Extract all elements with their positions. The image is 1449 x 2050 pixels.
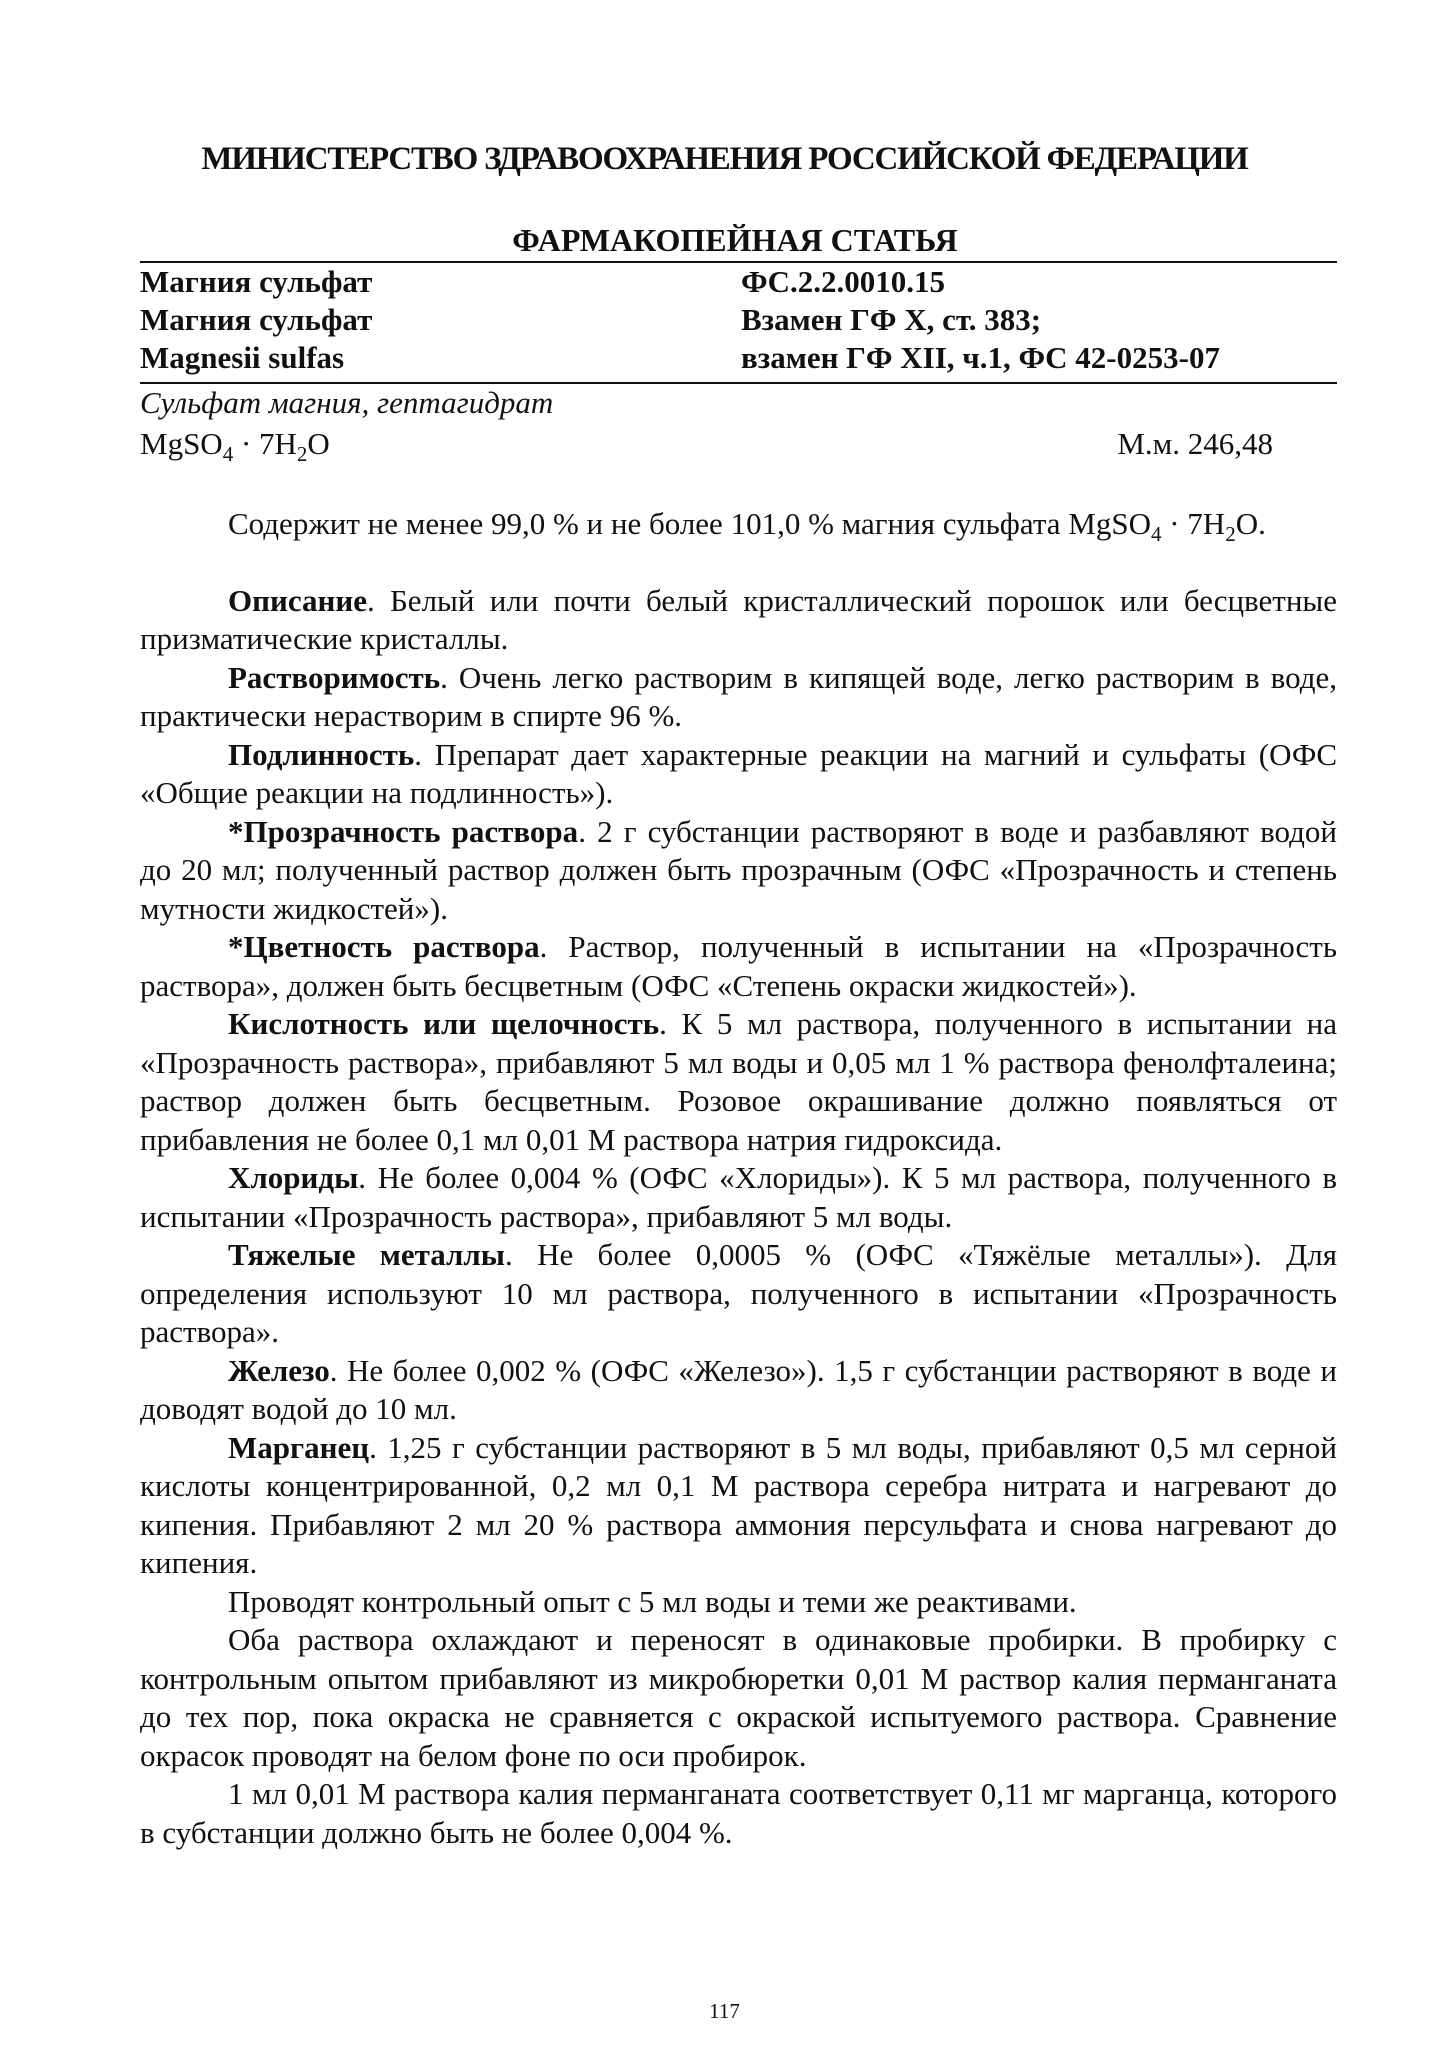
section-title: *Цветность раствора — [228, 929, 540, 964]
substance-name-ru: Магния сульфат — [140, 264, 373, 299]
replaces-gf-xii: взамен ГФ XII, ч.1, ФС 42-0253-07 — [741, 340, 1220, 375]
section-title: Железо — [228, 1352, 330, 1388]
section-title: Растворимость — [228, 659, 441, 695]
section-clarity: *Прозрачность раствора. 2 г субстанции растворяют в воде и разбавляют водой до 20 мл; полученный раствор должен быть прозрачным (ОФС «Прозрачность и степень мутности жидкостей»). — [140, 813, 1337, 926]
section-title: Описание — [228, 582, 367, 618]
section-title: Кислотность или щелочность — [228, 1006, 660, 1041]
document-type-heading: ФАРМАКОПЕЙНАЯ СТАТЬЯ — [512, 222, 958, 258]
header-top-rule — [140, 261, 1337, 263]
paragraph-equivalence: 1 мл 0,01 М раствора калия перманганата соответствует 0,11 мг марганца, которого в субстанции должно быть не более 0,004 %. — [140, 1776, 1337, 1850]
section-heavy-metals: Тяжелые металлы. Не более 0,0005 % (ОФС «Тяжёлые металлы»). Для определения используют 10 мл раствора, полученного в испытании «Прозрачность раствора». — [140, 1237, 1337, 1349]
section-solubility: Растворимость. Очень легко растворим в кипящей воде, легко растворим в воде, практически нерастворим в спирте 96 %. — [140, 659, 1337, 733]
chemical-formula: MgSO$_4$ · $7H_2O$ — [140, 426, 330, 466]
section-iron: Железо. Не более 0,002 % (ОФС «Железо»). 1,5 г субстанции растворяют в воде и доводят водой до 10 мл. — [140, 1352, 1337, 1426]
monograph-body — [140, 505, 1337, 1852]
section-colour: *Цветность раствора. Раствор, полученный в испытании на «Прозрачность раствора», должен быть бесцветным (ОФС «Степень окраски жидкостей»). — [140, 929, 1337, 1003]
section-title: *Прозрачность раствора — [228, 813, 579, 849]
section-manganese: Марганец. 1,25 г субстанции растворяют в 5 мл воды, прибавляют 0,5 мл серной кислоты концентрированной, 0,2 мл 0,1 М раствора серебра нитрата и нагревают до кипения. Прибавляют 2 мл 20 % раствора аммония персульфата и снова нагревают до кипения. — [140, 1429, 1337, 1580]
section-title: Хлориды — [228, 1160, 359, 1195]
section-description: Описание. Белый или почти белый кристаллический порошок или бесцветные призматические кристаллы. — [140, 582, 1337, 656]
section-title: Марганец — [228, 1429, 370, 1465]
monograph-code: ФС.2.2.0010.15 — [741, 264, 946, 299]
header-bottom-rule — [140, 382, 1337, 384]
substance-name-ru-2: Магния сульфат — [140, 302, 373, 337]
page-number: 117 — [709, 1999, 740, 2023]
replaces-gf-x: Взамен ГФ X, ст. 383; — [741, 302, 1042, 337]
paragraph-comparison: Оба раствора охлаждают и переносят в одинаковые пробирки. В пробирку с контрольным опытом прибавляют из микробюретки 0,01 М раствор калия перманганата до тех пор, пока окраска не сравняется с окраской испытуемого раствора. Сравнение окрасок проводят на белом фоне по оси пробирок. — [140, 1622, 1337, 1773]
section-title: Тяжелые металлы — [228, 1237, 506, 1272]
ministry-heading: МИНИСТЕРСТВО ЗДРАВООХРАНЕНИЯ РОССИЙСКОЙ ФЕДЕРАЦИИ — [201, 141, 1248, 177]
molecular-mass: М.м. 246,48 — [1117, 426, 1273, 461]
substance-name-latin: Magnesii sulfas — [140, 340, 345, 375]
section-acidity: Кислотность или щелочность. К 5 мл раствора, полученного в испытании на «Прозрачность раствора», прибавляют 5 мл воды и 0,05 мл 1 % раствора фенолфталеина; раствор должен быть бесцветным. Розовое окрашивание должно появляться от прибавления не более 0,1 мл 0,01 М раствора натрия гидроксида. — [140, 1006, 1337, 1157]
section-chlorides: Хлориды. Не более 0,004 % (ОФС «Хлориды»). К 5 мл раствора, полученного в испытании «Прозрачность раствора», прибавляют 5 мл воды. — [140, 1160, 1337, 1234]
paragraph-control: Проводят контрольный опыт с 5 мл воды и теми же реактивами. — [228, 1583, 1077, 1619]
content-statement: Содержит не менее 99,0 % и не более 101,0 % магния сульфата MgSO$_4$ · $7H_2O$. — [228, 506, 1266, 546]
section-identification: Подлинность. Препарат дает характерные реакции на магний и сульфаты (ОФС «Общие реакции на подлинность»). — [140, 736, 1337, 810]
section-title: Подлинность — [228, 736, 415, 772]
alternative-name: Сульфат магния, гептагидрат — [140, 385, 554, 420]
